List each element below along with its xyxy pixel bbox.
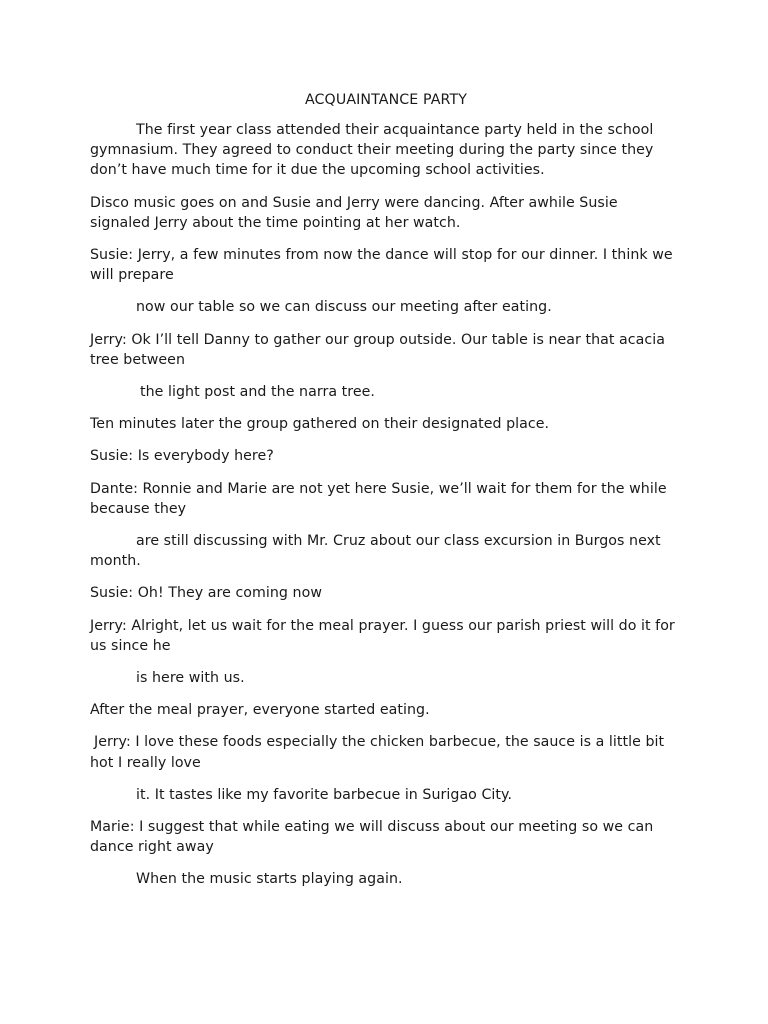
paragraph-intro: The first year class attended their acquaintance party held in the school gymnasium. They agreed to conduct their meeting during the party since they don’t have much time for it due the upcoming school activities. [90,122,654,179]
paragraph-jerry-1: Jerry: Ok I’ll tell Danny to gather our group outside. Our table is near that acacia tree between [90,331,665,368]
paragraph-jerry-3: Jerry: I love these foods especially the chicken barbecue, the sauce is a little bit hot I really love [90,734,665,771]
paragraph-jerry-3-cont: it. It tastes like my favorite barbecue in Surigao City. [136,786,513,803]
paragraph-susie-1-cont: now our table so we can discuss our meeting after eating. [136,299,552,316]
paragraph-susie-3: Susie: Oh! They are coming now [90,585,322,602]
paragraph-jerry-2-cont: is here with us. [136,670,245,687]
paragraph-dante-cont: are still discussing with Mr. Cruz about our class excursion in Burgos next month. [90,533,661,570]
paragraph-marie-cont: When the music starts playing again. [136,871,403,888]
paragraph-disco: Disco music goes on and Susie and Jerry were dancing. After awhile Susie signaled Jerry about the time pointing at her watch. [90,194,618,231]
paragraph-meal-prayer: After the meal prayer, everyone started eating. [90,702,430,719]
paragraph-susie-1: Susie: Jerry, a few minutes from now the dance will stop for our dinner. I think we will prepare [90,247,673,284]
paragraph-susie-2: Susie: Is everybody here? [90,448,274,465]
paragraph-jerry-1-cont: the light post and the narra tree. [140,384,375,401]
paragraph-dante: Dante: Ronnie and Marie are not yet here Susie, we’ll wait for them for the while because they [90,480,667,517]
document-title: ACQUAINTANCE PARTY [305,92,467,108]
paragraph-ten-minutes: Ten minutes later the group gathered on their designated place. [90,416,550,433]
paragraph-jerry-2: Jerry: Alright, let us wait for the meal prayer. I guess our parish priest will do it for us since he [90,617,675,654]
document-page [90,90,682,902]
paragraph-marie: Marie: I suggest that while eating we will discuss about our meeting so we can dance right away [90,819,654,856]
